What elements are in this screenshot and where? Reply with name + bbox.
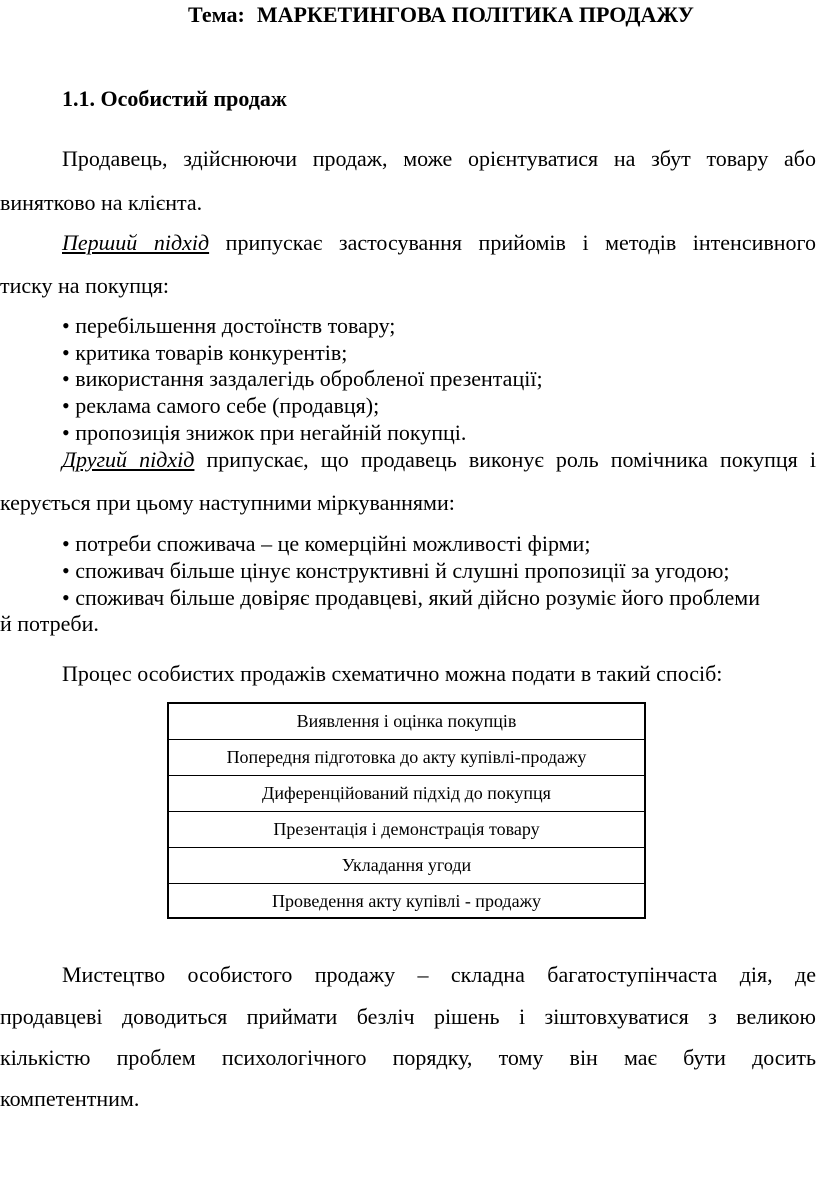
process-scheme-table (167, 702, 646, 919)
scheme-step-4: Презентація і демонстрація товару (169, 812, 644, 848)
approach2-term: Другий підхід (62, 447, 195, 472)
approach2-bullet-3-cont: й потреби. (0, 611, 99, 636)
conclusion-line-1: Мистецтво особистого продажу – складна багатоступінчаста дія, де (62, 962, 816, 987)
approach2-bullet-3: • споживач більше довіряє продавцеві, який дійсно розуміє його проблеми (62, 585, 761, 610)
page-title (0, 2, 816, 28)
conclusion-line-2: продавцеві доводиться приймати безліч рішень і зіштовхуватися з великою (0, 1004, 816, 1029)
scheme-step-3: Диференційований підхід до покупця (169, 776, 644, 812)
approach1-line-2: тиску на покупця: (0, 273, 169, 298)
approach2-bullet-1: • потреби споживача – це комерційні можливості фірми; (62, 531, 591, 556)
conclusion-line-3: кількістю проблем психологічного порядку, тому він має бути досить (0, 1045, 816, 1070)
intro-line-2: винятково на клієнта. (0, 190, 203, 215)
scheme-step-6: Проведення акту купівлі - продажу (271, 891, 542, 911)
approach2-line-2: керується при цьому наступними міркуваннями: (0, 490, 455, 515)
approach1-bullet-2: • критика товарів конкурентів; (62, 340, 348, 365)
process-intro: Процес особистих продажів схематично можна подати в такий спосіб: (62, 661, 723, 686)
approach1-text: припускає застосування прийомів і методів інтенсивного (209, 230, 816, 255)
intro-line-1: Продавець, здійснюючи продаж, може орієнтуватися на збут товару або (62, 146, 816, 171)
approach1-line-1 (0, 230, 816, 256)
approach1-bullet-3: • використання заздалегідь обробленої презентації; (62, 366, 543, 391)
scheme-step-2: Попередня підготовка до акту купівлі-продажу (169, 740, 644, 776)
scheme-step-5: Укладання угоди (169, 848, 644, 884)
title-label: Тема: (188, 2, 245, 27)
approach1-bullet-4: • реклама самого себе (продавця); (62, 393, 380, 418)
approach2-text: припускає, що продавець виконує роль помічника покупця і (194, 447, 816, 472)
approach1-term: Перший підхід (62, 230, 210, 255)
conclusion-line-4: компетентним. (0, 1086, 140, 1111)
scheme-step-1: Виявлення і оцінка покупців (169, 704, 644, 740)
approach1-bullet-1: • перебільшення достоїнств товару; (62, 313, 396, 338)
approach1-bullet-5: • пропозиція знижок при негайній покупці. (62, 420, 467, 445)
approach2-bullet-2: • споживач більше цінує конструктивні й слушні пропозиції за угодою; (62, 558, 730, 583)
approach2-line-1 (0, 447, 816, 473)
title-text: МАРКЕТИНГОВА ПОЛІТИКА ПРОДАЖУ (256, 2, 694, 27)
section-heading: 1.1. Особистий продаж (62, 86, 287, 111)
